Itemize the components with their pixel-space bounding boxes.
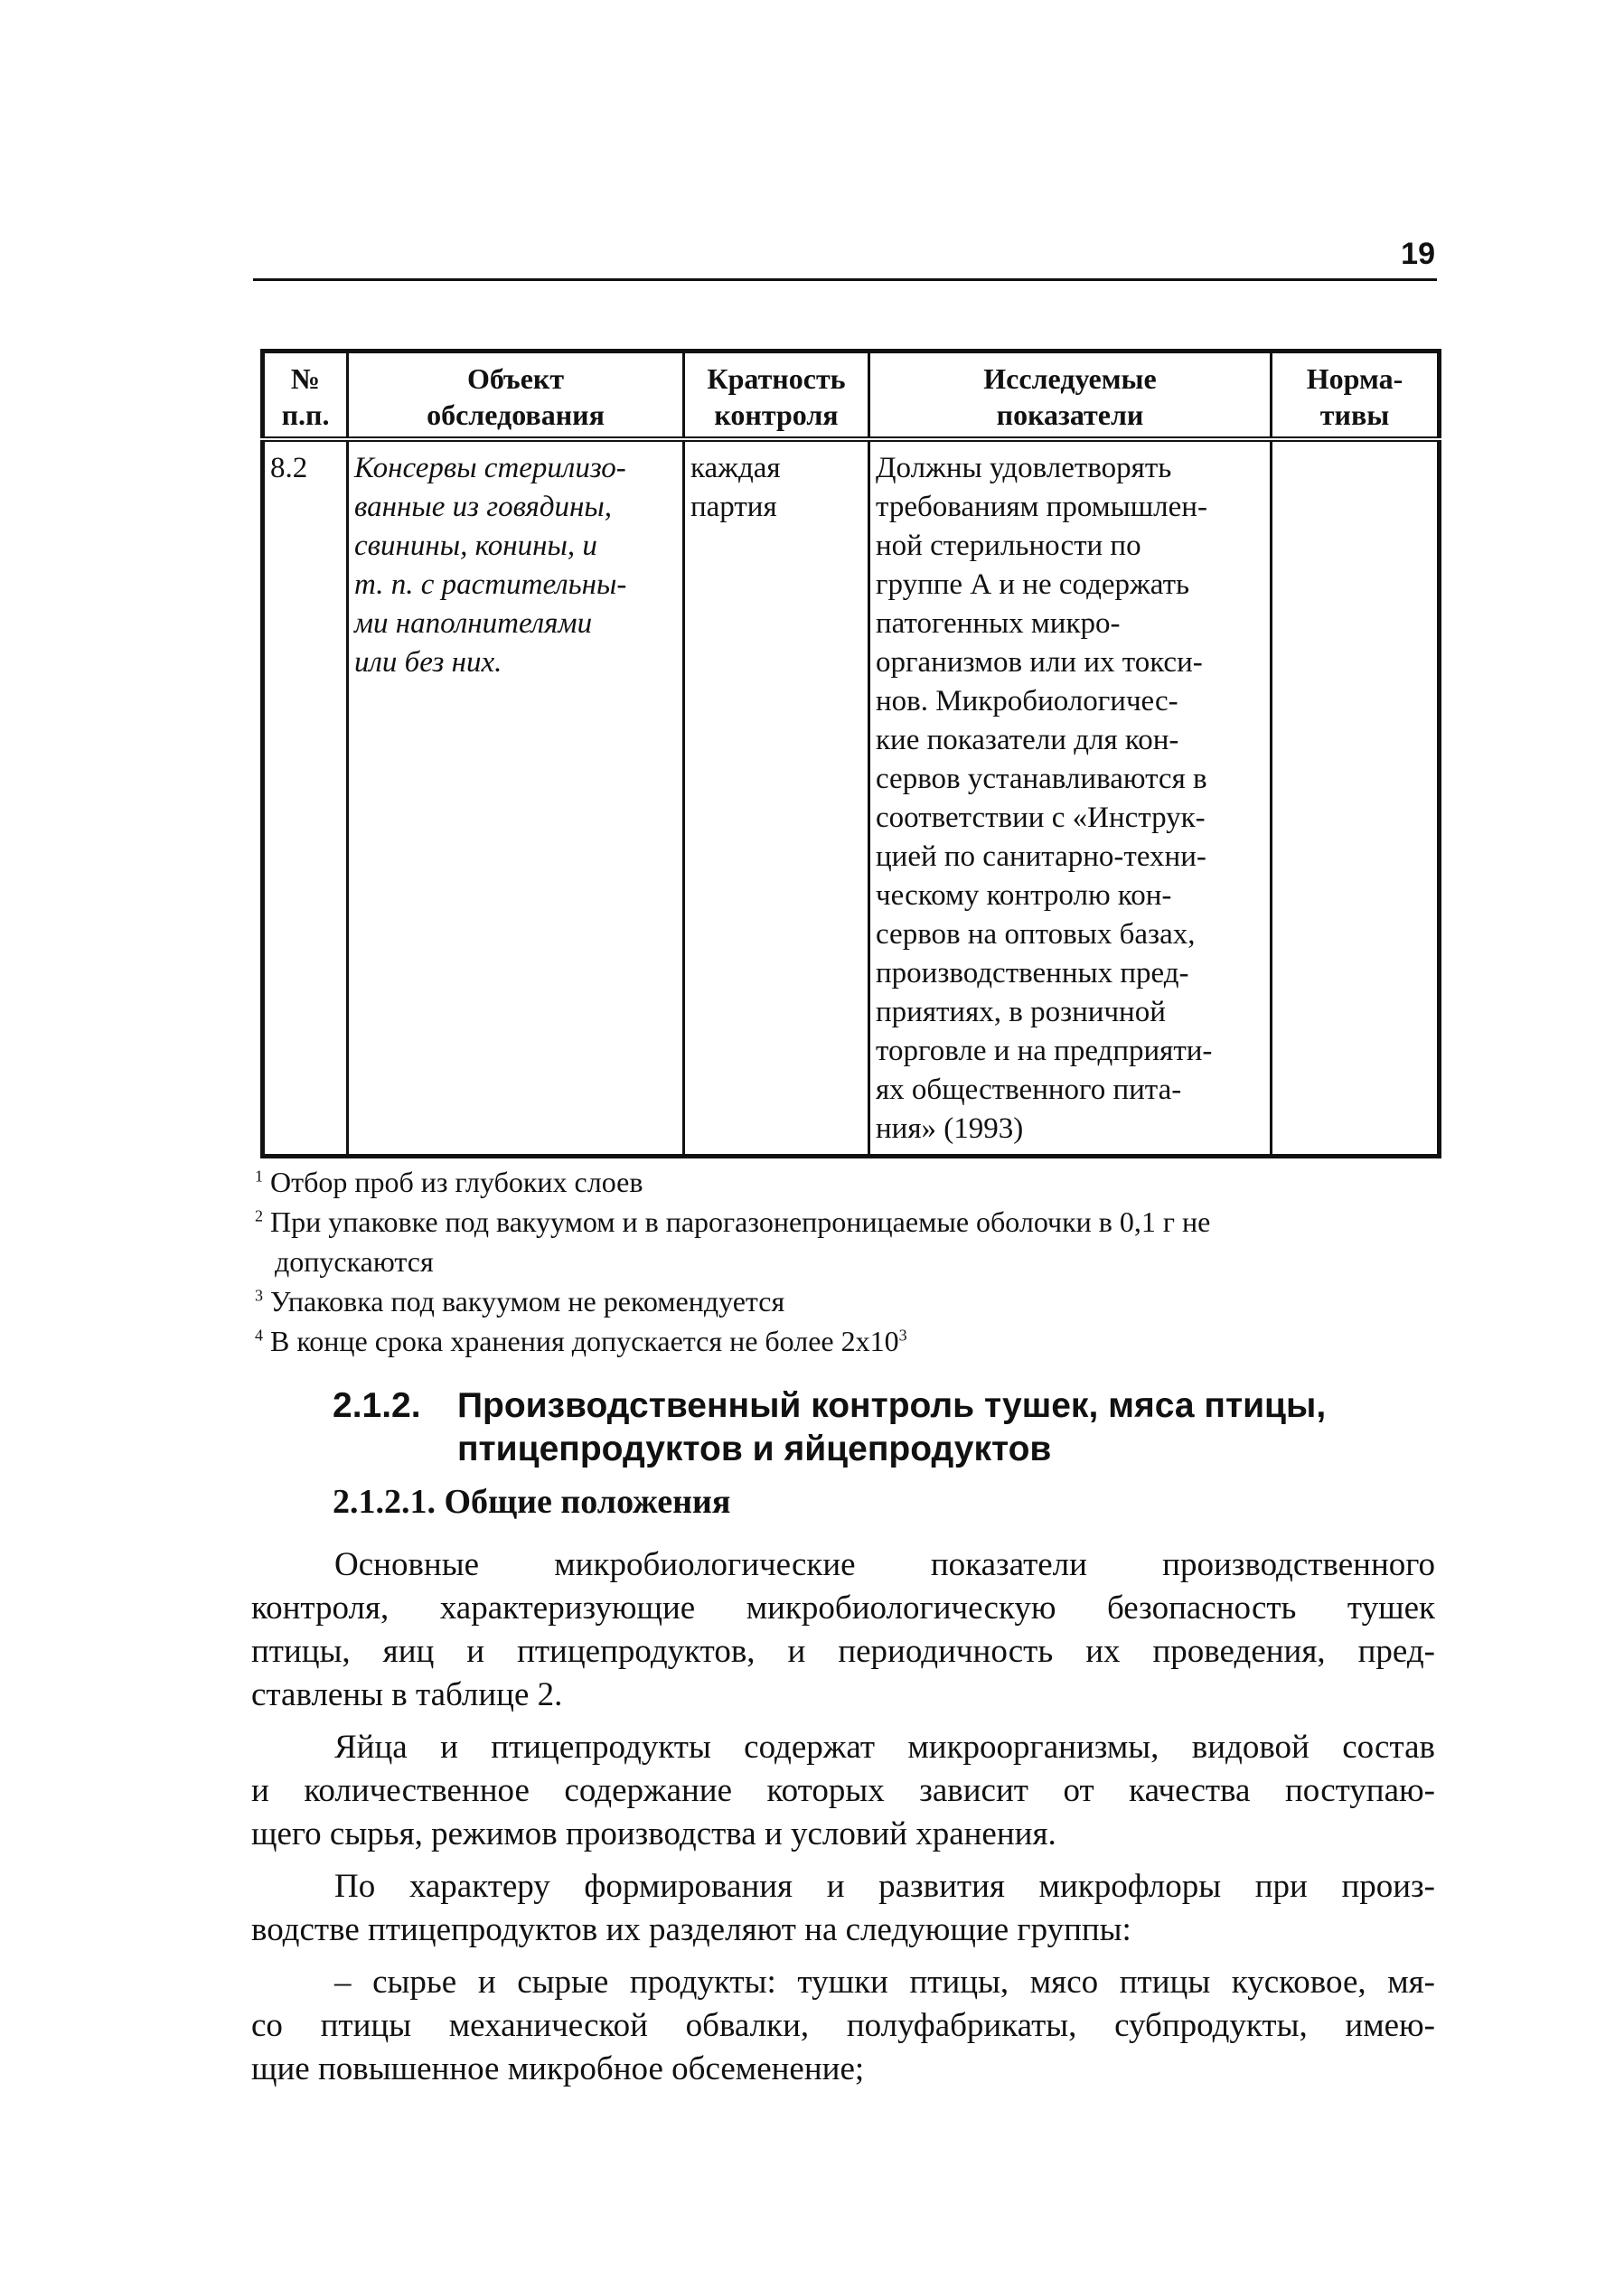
footnote-4: $^4$ В конце срока хранения допускается не более $2х10^3$ — [255, 1325, 907, 1357]
cell-frequency: каждая партия — [684, 439, 869, 1157]
paragraph: По характеру формирования и развития микрофлоры при произ- водстве птицепродуктов их разделяют на следующие группы: — [251, 1868, 1435, 1948]
norms-table — [260, 349, 1441, 1158]
body-text — [251, 1543, 1435, 2100]
paragraph: – сырье и сырые продукты: тушки птицы, мясо птицы кусковое, мя- со птицы механической обвалки, полуфабрикаты, субпродукты, имею- щие повышенное микробное обсеменение; — [251, 1964, 1435, 2087]
cell-num: 8.2 — [263, 439, 348, 1157]
table-row — [263, 439, 1440, 1157]
cell-indicators: Должны удовлетворять требованиям промышлен- ной стерильности по группе А и не содержать патогенных микро- организмов или их токси- нов. Микробиологичес- кие показатели для кон- сервов устанавливаются в соответствии с «Инструк- цией по санитарно-техни- ческому контролю кон- сервов на оптовых базах, производственных пред- приятиях, в розничной торговле и на предприяти- ях общественного пита- ния» (1993) — [869, 439, 1272, 1157]
cell-object: Консервы стерилизо- ванные из говядины, свинины, конины, и т. п. с растительны- ми наполнителями или без них. — [348, 439, 684, 1157]
header-cell-object: Объект обследования — [348, 352, 684, 440]
paragraph: Основные микробиологические показатели производственного контроля, характеризующие микробиологическую безопасность тушек птицы, яиц и птицепродуктов, и периодичность их проведения, пред- ставлены в таблице 2. — [251, 1546, 1435, 1713]
footnote-2: $^2$ При упаковке под вакуумом и в парогазонепроницаемые оболочки в 0,1 г не — [255, 1205, 1211, 1238]
header-cell-indicators: Исследуемые показатели — [869, 352, 1272, 440]
footnote-2-continuation: допускаются — [275, 1245, 434, 1278]
page-number: 19 — [1401, 237, 1435, 271]
header-cell-frequency: Кратность контроля — [684, 352, 869, 440]
footnote-1: $^1$ Отбор проб из глубоких слоев — [255, 1166, 643, 1198]
cell-norms — [1272, 439, 1440, 1157]
footnote-3: $^3$ Упаковка под вакуумом не рекомендуется — [255, 1285, 785, 1318]
subsection-heading: 2.1.2.1. Общие положения — [333, 1483, 731, 1521]
paragraph: Яйца и птицепродукты содержат микроорганизмы, видовой состав и количественное содержание которых зависит от качества поступаю- щего сырья, режимов производства и условий хранения. — [251, 1729, 1435, 1852]
table-header-row — [263, 352, 1440, 440]
header-cell-num: № п.п. — [263, 352, 348, 440]
section-heading: 2.1.2. Производственный контроль тушек, мяса птицы, птицепродуктов и яйцепродуктов — [333, 1386, 1327, 1468]
header-cell-norms: Норма- тивы — [1272, 352, 1440, 440]
footnotes — [255, 1162, 1430, 1361]
header-rule — [253, 278, 1437, 281]
